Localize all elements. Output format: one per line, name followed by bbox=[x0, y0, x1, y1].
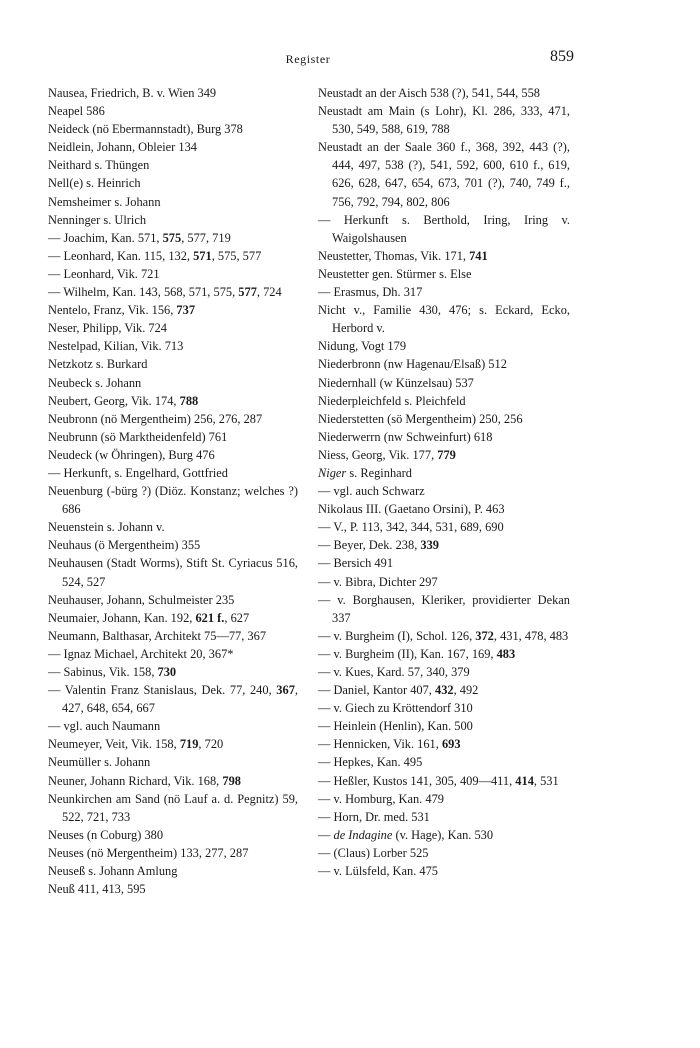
index-entry: Neapel 586 bbox=[48, 104, 105, 119]
index-entry: Niger s. Reginhard bbox=[318, 465, 412, 480]
index-entry: — v. Giech zu Kröttendorf 310 bbox=[318, 701, 473, 716]
index-entry: — Sabinus, Vik. 158, 730 bbox=[48, 665, 177, 679]
index-entry: Niederpleichfeld s. Pleichfeld bbox=[318, 393, 466, 408]
index-entry: — V., P. 113, 342, 344, 531, 689, 690 bbox=[318, 520, 504, 535]
index-entry: — Wilhelm, Kan. 143, 568, 571, 575, 577, 724 bbox=[48, 285, 282, 300]
index-entry: — Daniel, Kantor 407, 432, 492 bbox=[318, 683, 479, 698]
index-entry: — vgl. auch Naumann bbox=[48, 719, 161, 734]
index-entry: — v. Burgheim (I), Schol. 126, 372, 431, 478, 483 bbox=[318, 628, 569, 643]
bold-page-reference: 339 bbox=[420, 538, 439, 553]
bold-page-reference: 372 bbox=[475, 628, 494, 643]
bold-page-reference: 414 bbox=[515, 773, 534, 788]
index-entry: Neubronn (nö Mergentheim) 256, 276, 287 bbox=[48, 411, 263, 426]
index-entry: Neideck (nö Ebermannstadt), Burg 378 bbox=[48, 122, 243, 137]
index-entry: — Joachim, Kan. 571, 575, 577, 719 bbox=[48, 230, 231, 245]
right-index-column bbox=[318, 84, 570, 880]
index-entry: — Hennicken, Vik. 161, 693 bbox=[318, 737, 461, 752]
index-entry: — Beyer, Dek. 238, 339 bbox=[318, 538, 439, 553]
index-entry: Niederstetten (sö Mergentheim) 250, 256 bbox=[318, 411, 523, 426]
index-entry: Niedernhall (w Künzelsau) 537 bbox=[318, 375, 474, 390]
left-index-column bbox=[48, 84, 298, 898]
index-entry: — v. Lülsfeld, Kan. 475 bbox=[318, 864, 438, 879]
index-entry: — Leonhard, Vik. 721 bbox=[48, 266, 160, 281]
index-entry: Neuhauser, Johann, Schulmeister 235 bbox=[48, 592, 235, 607]
index-entry: Neumann, Balthasar, Architekt 75—77, 367 bbox=[48, 628, 267, 643]
running-head: Register bbox=[285, 52, 331, 66]
index-entry: Neumeyer, Veit, Vik. 158, 719, 720 bbox=[48, 737, 224, 752]
bold-page-reference: 621 f. bbox=[195, 610, 225, 625]
index-entry: Nicht v., Familie 430, 476; s. Eckard, Ecko, Herbord v. bbox=[318, 303, 570, 336]
index-entry: — Herkunft, s. Engelhard, Gottfried bbox=[48, 465, 228, 480]
bold-page-reference: 788 bbox=[179, 393, 199, 408]
index-entry: — Valentin Franz Stanislaus, Dek. 77, 240, 367, 427, 648, 654, 667 bbox=[48, 683, 298, 716]
index-entry: — vgl. auch Schwarz bbox=[318, 484, 425, 499]
index-entry: Neubeck s. Johann bbox=[48, 375, 142, 390]
index-entry: — Hepkes, Kan. 495 bbox=[318, 755, 423, 770]
index-entry: Neuhausen (Stadt Worms), Stift St. Cyriacus 516, 524, 527 bbox=[48, 556, 298, 589]
index-entry: Nell(e) s. Heinrich bbox=[48, 176, 141, 191]
index-entry: Neustadt an der Aisch 538 (?), 541, 544, 558 bbox=[318, 86, 540, 100]
index-entry: — Herkunft s. Berthold, Iring, Iring v. Waigolshausen bbox=[318, 212, 570, 245]
index-entry: — Heßler, Kustos 141, 305, 409—411, 414, 531 bbox=[318, 773, 559, 788]
index-entry: Niess, Georg, Vik. 177, 779 bbox=[318, 447, 456, 462]
index-entry: — v. Burgheim (II), Kan. 167, 169, 483 bbox=[318, 646, 516, 661]
bold-page-reference: 571 bbox=[193, 248, 212, 263]
index-entry: — Bersich 491 bbox=[318, 556, 394, 571]
index-entry: — v. Homburg, Kan. 479 bbox=[318, 791, 444, 806]
index-entry: — Heinlein (Henlin), Kan. 500 bbox=[318, 719, 473, 734]
index-entry: Neunkirchen am Sand (nö Lauf a. d. Pegnitz) 59, 522, 721, 733 bbox=[48, 791, 298, 824]
index-entry: Neumaier, Johann, Kan. 192, 621 f., 627 bbox=[48, 610, 250, 625]
index-entry: — Leonhard, Kan. 115, 132, 571, 575, 577 bbox=[48, 248, 262, 263]
bold-page-reference: 719 bbox=[179, 737, 199, 752]
index-entry: — de Indagine (v. Hage), Kan. 530 bbox=[318, 827, 494, 842]
page-header bbox=[48, 48, 574, 70]
index-entry: Neustetter gen. Stürmer s. Else bbox=[318, 266, 472, 281]
bold-page-reference: 575 bbox=[162, 230, 182, 245]
bold-page-reference: 432 bbox=[435, 683, 454, 698]
index-entry: Neuseß s. Johann Amlung bbox=[48, 864, 178, 879]
index-entry: — v. Bibra, Dichter 297 bbox=[318, 574, 438, 589]
index-entry: Neudeck (w Öhringen), Burg 476 bbox=[48, 447, 215, 462]
italic-term: de Indagine bbox=[333, 827, 393, 842]
page-number: 859 bbox=[550, 48, 574, 65]
bold-page-reference: 577 bbox=[238, 285, 257, 300]
bold-page-reference: 741 bbox=[469, 248, 488, 263]
index-entry: Niederwerrn (nw Schweinfurt) 618 bbox=[318, 429, 493, 444]
index-entry: Neustetter, Thomas, Vik. 171, 741 bbox=[318, 248, 488, 263]
bold-page-reference: 798 bbox=[222, 773, 241, 788]
index-entry: Neubrunn (sö Marktheidenfeld) 761 bbox=[48, 429, 228, 444]
index-entry: Neuner, Johann Richard, Vik. 168, 798 bbox=[48, 773, 241, 788]
italic-term: Niger bbox=[318, 465, 347, 480]
index-entry: Neustadt am Main (s Lohr), Kl. 286, 333, 471, 530, 549, 588, 619, 788 bbox=[318, 104, 570, 137]
bold-page-reference: 483 bbox=[496, 646, 516, 661]
index-entry: Nenninger s. Ulrich bbox=[48, 212, 147, 227]
bold-page-reference: 367 bbox=[276, 683, 295, 698]
index-entry: Neuhaus (ö Mergentheim) 355 bbox=[48, 538, 201, 553]
index-entry: Neuenstein s. Johann v. bbox=[48, 520, 165, 535]
index-entry: Neustadt an der Saale 360 f., 368, 392, 443 (?), 444, 497, 538 (?), 541, 592, 600, 610 f., 619, 626, 628, 647, 654, 673, 701 (?), 740, 749 f., 756, 792, 794, 802, 806 bbox=[318, 140, 570, 209]
bold-page-reference: 737 bbox=[176, 303, 196, 318]
index-entry: Neumüller s. Johann bbox=[48, 755, 151, 770]
index-entry: Neser, Philipp, Vik. 724 bbox=[48, 321, 167, 336]
index-entry: Nidung, Vogt 179 bbox=[318, 339, 407, 354]
bold-page-reference: 693 bbox=[441, 737, 461, 752]
index-entry: — (Claus) Lorber 525 bbox=[318, 845, 429, 860]
index-entry: — v. Kues, Kard. 57, 340, 379 bbox=[318, 665, 470, 679]
index-entry: Neubert, Georg, Vik. 174, 788 bbox=[48, 393, 199, 408]
index-entry: Netzkotz s. Burkard bbox=[48, 357, 148, 372]
index-entry: Niederbronn (nw Hagenau/Elsaß) 512 bbox=[318, 357, 507, 372]
index-entry: — v. Borghausen, Kleriker, providierter Dekan 337 bbox=[318, 592, 570, 625]
index-entry: Neuses (n Coburg) 380 bbox=[48, 827, 164, 842]
index-entry: — Ignaz Michael, Architekt 20, 367* bbox=[48, 646, 234, 661]
index-entry: Neuß 411, 413, 595 bbox=[48, 882, 146, 897]
bold-page-reference: 730 bbox=[157, 665, 177, 679]
index-entry: Nestelpad, Kilian, Vik. 713 bbox=[48, 339, 184, 354]
index-entry: Neithard s. Thüngen bbox=[48, 158, 150, 173]
index-entry: Neidlein, Johann, Obleier 134 bbox=[48, 140, 197, 155]
index-entry: Nikolaus III. (Gaetano Orsini), P. 463 bbox=[318, 502, 505, 517]
index-entry: — Horn, Dr. med. 531 bbox=[318, 809, 430, 824]
index-entry: Nemsheimer s. Johann bbox=[48, 194, 161, 209]
index-entry: — Erasmus, Dh. 317 bbox=[318, 285, 423, 300]
index-entry: Nausea, Friedrich, B. v. Wien 349 bbox=[48, 86, 217, 100]
index-entry: Neuenburg (-bürg ?) (Diöz. Konstanz; welches ?) 686 bbox=[48, 484, 298, 517]
index-entry: Nentelo, Franz, Vik. 156, 737 bbox=[48, 303, 196, 318]
index-entry: Neuses (nö Mergentheim) 133, 277, 287 bbox=[48, 845, 249, 860]
bold-page-reference: 779 bbox=[437, 447, 456, 462]
